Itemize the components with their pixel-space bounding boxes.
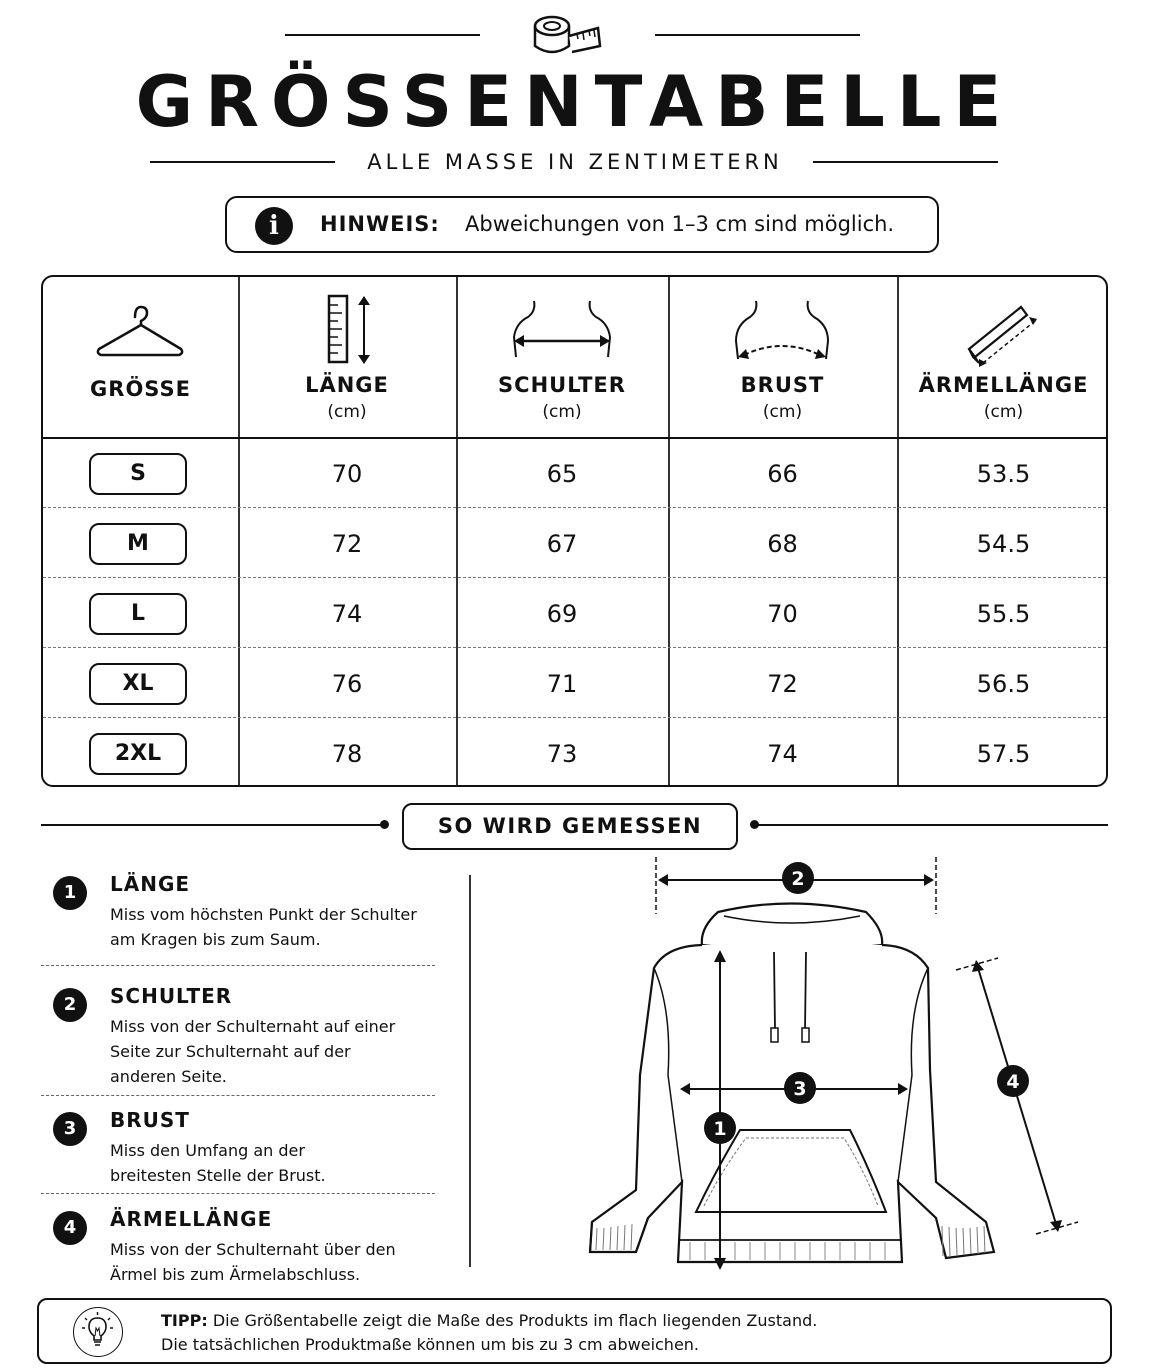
step-name: LÄNGE bbox=[110, 872, 191, 896]
sleeve-length-icon bbox=[965, 297, 1045, 369]
subtitle-rule-right bbox=[813, 161, 998, 163]
cell-laenge: 74 bbox=[331, 600, 363, 628]
header-label: LÄNGE bbox=[305, 373, 389, 397]
step-line: anderen Seite. bbox=[110, 1067, 227, 1086]
page-title: GRÖSSENTABELLE bbox=[135, 61, 1014, 143]
step-line: breitesten Stelle der Brust. bbox=[110, 1166, 326, 1185]
table-row bbox=[43, 649, 1106, 719]
section-rule-left bbox=[41, 824, 384, 826]
step-name: ÄRMELLÄNGE bbox=[110, 1207, 273, 1231]
lightbulb-icon bbox=[73, 1307, 123, 1357]
column-divider bbox=[469, 875, 471, 1267]
cell-aermel: 55.5 bbox=[976, 600, 1031, 628]
cell-laenge: 72 bbox=[331, 530, 363, 558]
svg-text:4: 4 bbox=[1006, 1071, 1020, 1093]
header-label: SCHULTER bbox=[498, 373, 626, 397]
header-unit: (cm) bbox=[542, 402, 582, 422]
header-schulter bbox=[456, 277, 668, 437]
tip-line-2: Die tatsächlichen Produktmaße können um bis zu 3 cm abweichen. bbox=[161, 1335, 700, 1354]
step-divider bbox=[41, 965, 435, 966]
hoodie-measurement-diagram bbox=[580, 852, 1100, 1272]
header-unit: (cm) bbox=[983, 402, 1024, 422]
cell-aermel: 53.5 bbox=[976, 460, 1031, 488]
step-number: 4 bbox=[53, 1211, 87, 1245]
cell-brust: 68 bbox=[767, 530, 798, 558]
chest-width-icon bbox=[730, 297, 834, 365]
step-line: Miss von der Schulternaht auf einer bbox=[110, 1017, 396, 1036]
table-row bbox=[43, 439, 1106, 509]
cell-schulter: 73 bbox=[546, 740, 578, 768]
table-row bbox=[43, 719, 1106, 787]
header-brust bbox=[668, 277, 897, 437]
table-row bbox=[43, 579, 1106, 649]
subtitle-rule-left bbox=[150, 161, 335, 163]
step-line: am Kragen bis zum Saum. bbox=[110, 930, 321, 949]
cell-brust: 66 bbox=[767, 460, 798, 488]
cell-schulter: 67 bbox=[546, 530, 578, 558]
size-badge: M bbox=[89, 523, 187, 565]
step-name: BRUST bbox=[110, 1108, 190, 1132]
shoulder-width-icon bbox=[510, 297, 614, 361]
cell-laenge: 76 bbox=[331, 670, 363, 698]
cell-aermel: 57.5 bbox=[976, 740, 1031, 768]
step-text bbox=[110, 1014, 440, 1089]
tip-box bbox=[37, 1298, 1112, 1364]
step-line: Ärmel bis zum Ärmelabschluss. bbox=[110, 1265, 361, 1284]
cell-laenge: 78 bbox=[331, 740, 363, 768]
step-number: 1 bbox=[53, 876, 87, 910]
header-unit: (cm) bbox=[762, 402, 803, 422]
header-label: ÄRMELLÄNGE bbox=[918, 373, 1089, 397]
size-table bbox=[41, 275, 1108, 787]
note-text: Abweichungen von 1–3 cm sind möglich. bbox=[465, 212, 895, 236]
header-rule-left bbox=[285, 34, 480, 36]
table-row bbox=[43, 509, 1106, 579]
section-rule-right bbox=[755, 824, 1108, 826]
size-badge: L bbox=[89, 593, 187, 635]
cell-schulter: 71 bbox=[546, 670, 578, 698]
header-rule-right bbox=[655, 34, 860, 36]
cell-brust: 70 bbox=[767, 600, 798, 628]
size-badge: S bbox=[89, 453, 187, 495]
step-text bbox=[110, 1237, 440, 1287]
step-divider bbox=[41, 1193, 435, 1194]
header-unit: (cm) bbox=[327, 402, 367, 422]
step-line: Miss vom höchsten Punkt der Schulter bbox=[110, 905, 417, 924]
section-dot bbox=[380, 820, 389, 829]
step-text bbox=[110, 902, 440, 952]
header-label: GRÖSSE bbox=[90, 377, 191, 401]
step-line: Miss den Umfang an der bbox=[110, 1141, 305, 1160]
header-label: BRUST bbox=[740, 373, 825, 397]
step-number: 2 bbox=[53, 988, 87, 1022]
svg-text:3: 3 bbox=[793, 1078, 807, 1100]
step-line: Seite zur Schulternaht auf der bbox=[110, 1042, 351, 1061]
cell-aermel: 56.5 bbox=[976, 670, 1031, 698]
section-title: SO WIRD GEMESSEN bbox=[402, 803, 738, 850]
info-icon: i bbox=[255, 207, 293, 245]
step-text bbox=[110, 1138, 440, 1188]
cell-schulter: 69 bbox=[546, 600, 578, 628]
hanger-icon bbox=[95, 303, 185, 363]
size-badge: 2XL bbox=[89, 733, 187, 775]
step-line: Miss von der Schulternaht über den bbox=[110, 1240, 396, 1259]
note-box bbox=[225, 196, 939, 253]
cell-brust: 74 bbox=[767, 740, 798, 768]
tip-text-1: Die Größentabelle zeigt die Maße des Produkts im flach liegenden Zustand. bbox=[212, 1311, 818, 1330]
page-subtitle: ALLE MASSE IN ZENTIMETERN bbox=[367, 150, 783, 174]
header-laenge bbox=[238, 277, 456, 437]
svg-text:2: 2 bbox=[791, 868, 805, 890]
header-aermel bbox=[897, 277, 1108, 437]
cell-schulter: 65 bbox=[546, 460, 578, 488]
cell-laenge: 70 bbox=[331, 460, 363, 488]
tip-line-1 bbox=[161, 1311, 817, 1330]
step-divider bbox=[41, 1095, 435, 1096]
measuring-tape-icon bbox=[530, 12, 602, 60]
header-groesse bbox=[43, 277, 238, 437]
ruler-length-icon bbox=[326, 293, 378, 367]
size-badge: XL bbox=[89, 663, 187, 705]
cell-brust: 72 bbox=[767, 670, 798, 698]
step-name: SCHULTER bbox=[110, 984, 233, 1008]
note-label: HINWEIS: bbox=[320, 212, 440, 236]
cell-aermel: 54.5 bbox=[976, 530, 1031, 558]
svg-text:1: 1 bbox=[713, 1118, 727, 1140]
step-number: 3 bbox=[53, 1112, 87, 1146]
tip-label: TIPP: bbox=[161, 1311, 208, 1330]
